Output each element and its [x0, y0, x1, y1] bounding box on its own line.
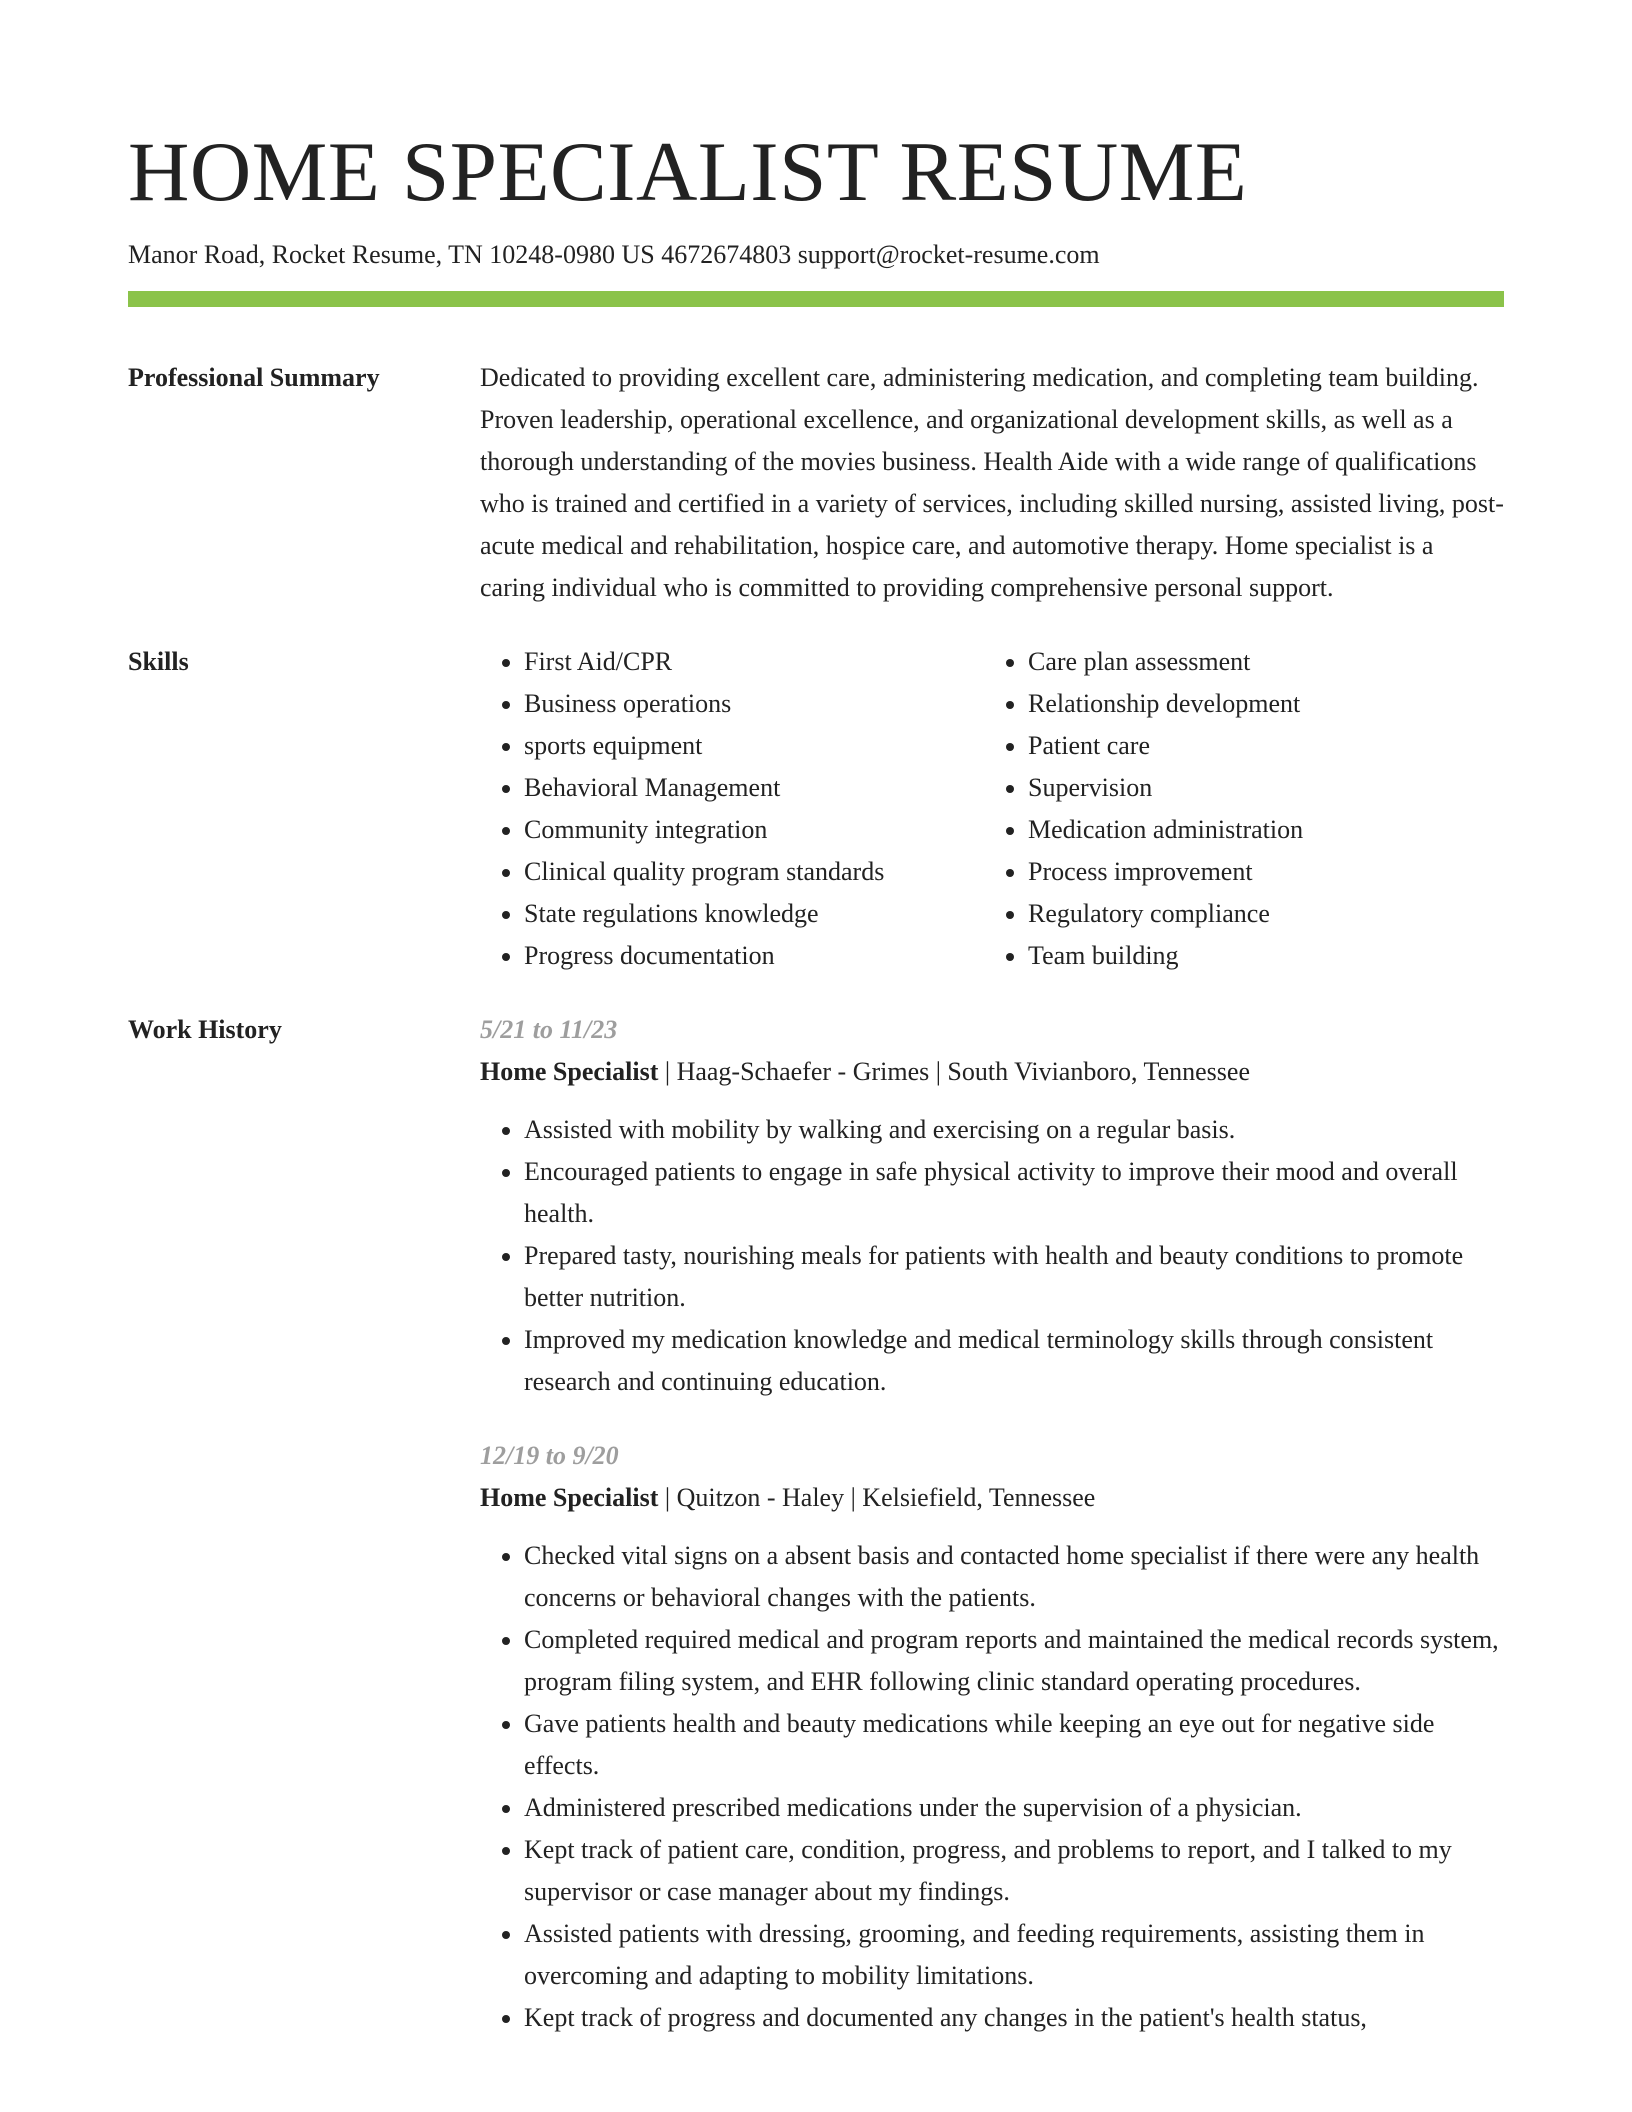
- skills-columns: [480, 641, 1504, 977]
- job-bullet-list: [480, 1109, 1504, 1403]
- job-bullet: • Administered prescribed medications under the supervision of a physician.: [524, 1787, 1504, 1829]
- summary-text: Dedicated to providing excellent care, administering medication, and completing team building. Proven leadership, operational excellence, and organizational development skills, as well as a thorough understanding of the movies business. Health Aide with a wide range of qualifications who is trained and certified in a variety of services, including skilled nursing, assisted living, post-acute medical and rehabilitation, hospice care, and automotive therapy. Home specialist is a caring individual who is committed to providing comprehensive personal support.: [480, 363, 1504, 602]
- job-bullet: • Improved my medication knowledge and medical terminology skills through consistent research and continuing education.: [524, 1319, 1504, 1403]
- skill-item: • Supervision: [1028, 767, 1488, 809]
- job-heading: [480, 1051, 1504, 1093]
- skills-list-right: [984, 641, 1488, 977]
- skill-item: • Care plan assessment: [1028, 641, 1488, 683]
- skills-list-left: [480, 641, 984, 977]
- skills-section: [128, 641, 1504, 977]
- skill-item: • State regulations knowledge: [524, 893, 984, 935]
- job-bullet: • Kept track of patient care, condition, progress, and problems to report, and I talked to my supervisor or case manager about my findings.: [524, 1829, 1504, 1913]
- job-bullet: • Prepared tasty, nourishing meals for patients with health and beauty conditions to promote better nutrition.: [524, 1235, 1504, 1319]
- skill-item: • sports equipment: [524, 725, 984, 767]
- resume-page: [128, 0, 1504, 2039]
- job-employer-location: | Quitzon - Haley | Kelsiefield, Tennessee: [658, 1483, 1096, 1512]
- contact-line: Manor Road, Rocket Resume, TN 10248-0980 US 4672674803 support@rocket-resume.com: [128, 240, 1100, 269]
- resume-title: HOME SPECIALIST RESUME: [128, 125, 1248, 219]
- skill-item: • Progress documentation: [524, 935, 984, 977]
- accent-divider: [128, 291, 1504, 307]
- work-body: [480, 1009, 1504, 2039]
- job-title: Home Specialist: [480, 1057, 659, 1086]
- job-bullet: • Assisted patients with dressing, grooming, and feeding requirements, assisting them in overcoming and adapting to mobility limitations.: [524, 1913, 1504, 1997]
- job-bullet-list: [480, 1535, 1504, 2039]
- skill-item: • Medication administration: [1028, 809, 1488, 851]
- skill-item: • Team building: [1028, 935, 1488, 977]
- job-title: Home Specialist: [480, 1483, 659, 1512]
- summary-body: [480, 357, 1504, 609]
- skill-item: • Business operations: [524, 683, 984, 725]
- job-bullet: • Completed required medical and program reports and maintained the medical records system, program filing system, and EHR following clinic standard operating procedures.: [524, 1619, 1504, 1703]
- skill-item: • First Aid/CPR: [524, 641, 984, 683]
- job-employer-location: | Haag-Schaefer - Grimes | South Vivianboro, Tennessee: [658, 1057, 1251, 1086]
- job-heading: [480, 1477, 1504, 1519]
- skill-item: • Regulatory compliance: [1028, 893, 1488, 935]
- job-bullet: • Kept track of progress and documented any changes in the patient's health status,: [524, 1997, 1504, 2039]
- job-entry: [480, 1435, 1504, 2039]
- section-label-skills: Skills: [128, 647, 189, 676]
- job-bullet: • Encouraged patients to engage in safe physical activity to improve their mood and overall health.: [524, 1151, 1504, 1235]
- job-dates: 5/21 to 11/23: [480, 1015, 618, 1044]
- job-entry: [480, 1009, 1504, 1403]
- skill-item: • Clinical quality program standards: [524, 851, 984, 893]
- professional-summary-section: [128, 357, 1504, 609]
- skill-item: • Behavioral Management: [524, 767, 984, 809]
- job-bullet: • Assisted with mobility by walking and exercising on a regular basis.: [524, 1109, 1504, 1151]
- section-label-work: Work History: [128, 1015, 282, 1044]
- section-label-summary: Professional Summary: [128, 363, 380, 392]
- skill-item: • Community integration: [524, 809, 984, 851]
- job-bullet: • Checked vital signs on a absent basis and contacted home specialist if there were any health concerns or behavioral changes with the patients.: [524, 1535, 1504, 1619]
- skill-item: • Patient care: [1028, 725, 1488, 767]
- skill-item: • Relationship development: [1028, 683, 1488, 725]
- job-bullet: • Gave patients health and beauty medications while keeping an eye out for negative side effects.: [524, 1703, 1504, 1787]
- skills-body: [480, 641, 1504, 977]
- skill-item: • Process improvement: [1028, 851, 1488, 893]
- job-dates: 12/19 to 9/20: [480, 1441, 619, 1470]
- work-history-section: [128, 1009, 1504, 2039]
